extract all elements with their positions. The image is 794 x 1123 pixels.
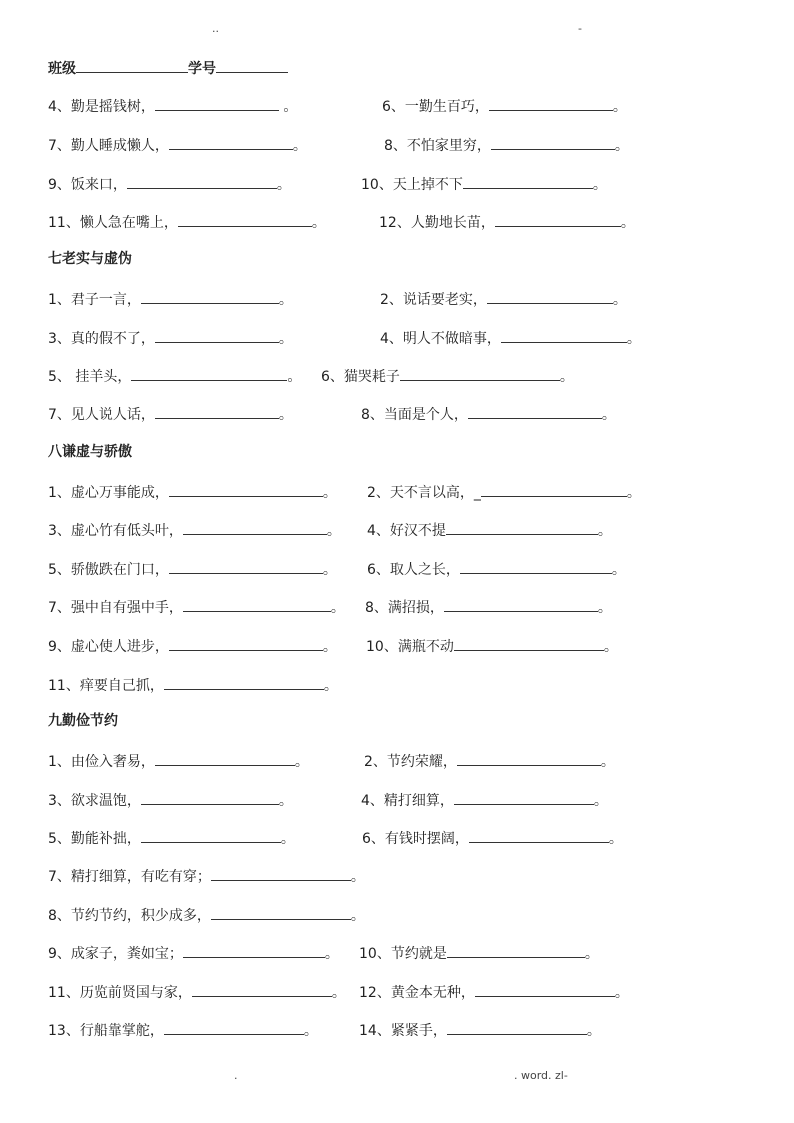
question-8-5: 5、骄傲跌在门口， 。 <box>48 559 337 579</box>
question-7-6: 6、猫哭耗子 。 <box>321 366 574 386</box>
answer-blank[interactable] <box>183 597 331 612</box>
answer-blank[interactable] <box>454 636 604 651</box>
footer-left: . <box>234 1069 238 1082</box>
question-9-7: 7、精打细算，有吃有穿； 。 <box>48 866 365 886</box>
question-8-1: 1、虚心万事能成， 。 <box>48 482 337 502</box>
question-8-3: 3、虚心竹有低头叶， 。 <box>48 520 341 540</box>
question-9-5: 5、勤能补拙， 。 <box>48 828 295 848</box>
question-7-7: 7、见人说人话， 。 <box>48 404 293 424</box>
answer-blank[interactable] <box>141 828 281 843</box>
answer-blank[interactable] <box>211 866 351 881</box>
answer-blank[interactable] <box>211 905 351 920</box>
class-id-line <box>48 58 288 78</box>
question-8-11: 11、痒要自己抓， 。 <box>48 675 338 695</box>
header-right: - <box>578 22 582 35</box>
answer-blank[interactable] <box>469 828 609 843</box>
question-7-8: 8、当面是个人， 。 <box>361 404 616 424</box>
section-title: 八谦虚与骄傲 <box>48 444 132 460</box>
answer-blank[interactable] <box>169 482 323 497</box>
question-9-8: 8、节约节约，积少成多， 。 <box>48 905 365 925</box>
answer-blank[interactable] <box>155 404 279 419</box>
question-9-2: 2、节约荣耀， 。 <box>364 751 615 771</box>
question-6: 6、一勤生百巧， 。 <box>382 96 627 116</box>
answer-blank[interactable] <box>487 289 613 304</box>
answer-blank[interactable] <box>155 328 279 343</box>
question-7-4: 4、明人不做暗事， 。 <box>380 328 641 348</box>
answer-blank[interactable] <box>155 96 279 111</box>
answer-blank[interactable] <box>454 790 594 805</box>
question-7-1: 1、君子一言， 。 <box>48 289 293 309</box>
question-9-6: 6、有钱时摆阔， 。 <box>362 828 623 848</box>
answer-blank[interactable] <box>169 559 323 574</box>
answer-blank[interactable] <box>460 559 612 574</box>
answer-blank[interactable] <box>444 597 598 612</box>
answer-blank[interactable] <box>169 135 293 150</box>
answer-blank[interactable] <box>178 212 312 227</box>
question-8-2: 2、天不言以高，_ 。 <box>367 482 641 502</box>
answer-blank[interactable] <box>481 482 627 497</box>
question-8-9: 9、虚心使人进步， 。 <box>48 636 337 656</box>
question-9-3: 3、欲求温饱， 。 <box>48 790 293 810</box>
answer-blank[interactable] <box>468 404 602 419</box>
answer-blank[interactable] <box>192 982 332 997</box>
answer-blank[interactable] <box>446 520 598 535</box>
answer-blank[interactable] <box>475 982 615 997</box>
answer-blank[interactable] <box>183 520 327 535</box>
answer-blank[interactable] <box>447 943 585 958</box>
answer-blank[interactable] <box>169 636 323 651</box>
section-title: 七老实与虚伪 <box>48 251 132 267</box>
question-9-11: 11、历览前贤国与家， 。 <box>48 982 346 1002</box>
id-label: 学号 <box>188 61 216 77</box>
question-8-10: 10、满瓶不动 。 <box>366 636 618 656</box>
section-title: 九勤俭节约 <box>48 713 118 729</box>
answer-blank[interactable] <box>491 135 615 150</box>
answer-blank[interactable] <box>463 174 593 189</box>
question-8-8: 8、满招损， 。 <box>365 597 612 617</box>
answer-blank[interactable] <box>489 96 613 111</box>
class-label: 班级 <box>48 61 76 77</box>
question-8-4: 4、好汉不提 。 <box>367 520 612 540</box>
class-blank[interactable] <box>76 58 188 73</box>
question-9-10: 10、节约就是 。 <box>359 943 599 963</box>
answer-blank[interactable] <box>164 1020 304 1035</box>
question-9-12: 12、黄金本无种， 。 <box>359 982 629 1002</box>
question-7: 7、勤人睡成懒人， 。 <box>48 135 307 155</box>
question-9-9: 9、成家子，粪如宝； 。 <box>48 943 339 963</box>
question-9: 9、饭来口， 。 <box>48 174 291 194</box>
question-9-4: 4、精打细算， 。 <box>361 790 608 810</box>
answer-blank[interactable] <box>447 1020 587 1035</box>
question-4: 4、勤是摇钱树， 。 <box>48 96 297 116</box>
footer-right: . word. zl- <box>514 1069 568 1082</box>
question-7-2: 2、说话要老实， 。 <box>380 289 627 309</box>
question-12: 12、人勤地长苗， 。 <box>379 212 635 232</box>
id-blank[interactable] <box>216 58 288 73</box>
header-left: .. <box>212 22 219 35</box>
question-9-13: 13、行船靠掌舵， 。 <box>48 1020 318 1040</box>
answer-blank[interactable] <box>131 366 287 381</box>
question-10: 10、天上掉不下 。 <box>361 174 607 194</box>
question-7-3: 3、真的假不了， 。 <box>48 328 293 348</box>
answer-blank[interactable] <box>495 212 621 227</box>
question-7-5: 5、 挂羊头， 。 <box>48 366 301 386</box>
answer-blank[interactable] <box>501 328 627 343</box>
question-8: 8、不怕家里穷， 。 <box>384 135 629 155</box>
answer-blank[interactable] <box>141 289 279 304</box>
question-9-14: 14、紧紧手， 。 <box>359 1020 601 1040</box>
question-8-6: 6、取人之长， 。 <box>367 559 626 579</box>
answer-blank[interactable] <box>164 675 324 690</box>
answer-blank[interactable] <box>141 790 279 805</box>
answer-blank[interactable] <box>127 174 277 189</box>
answer-blank[interactable] <box>400 366 560 381</box>
answer-blank[interactable] <box>155 751 295 766</box>
question-11: 11、懒人急在嘴上， 。 <box>48 212 326 232</box>
question-8-7: 7、强中自有强中手， 。 <box>48 597 345 617</box>
answer-blank[interactable] <box>457 751 601 766</box>
answer-blank[interactable] <box>183 943 325 958</box>
question-9-1: 1、由俭入奢易， 。 <box>48 751 309 771</box>
